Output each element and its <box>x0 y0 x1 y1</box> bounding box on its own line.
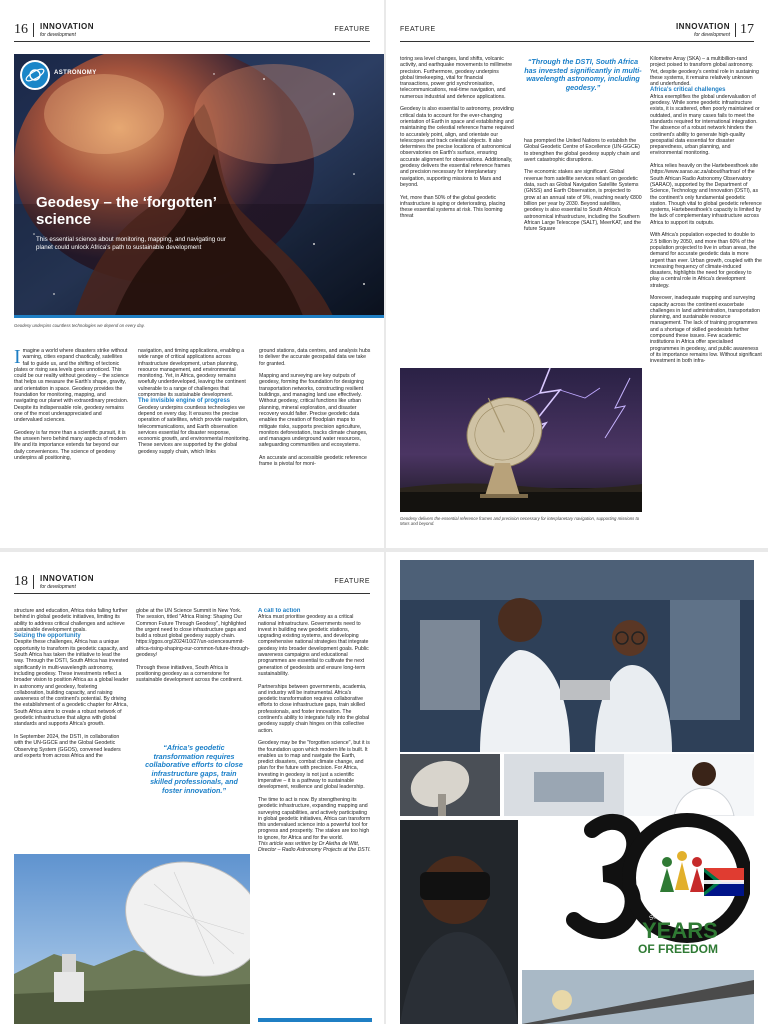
article-column-3: Kilometre Array (SKA) – a multibillion-rand project poised to transform global astronomy. Yet, despite geodesy's central role in sustaining these systems, it remains relatively unknown and underfunded. Africa's critical challenges Africa exemplifies the global undervaluation of geodesy. While some geodetic infrastructure exists, it is scattered, often poorly maintained or outdated, and in many cases fails to meet the standards required for international integration. The absence of a robust network hinders the continent's ability to generate high-quality geospatial data essential for disaster preparedness, urban planning, and environmental monitoring. Africa relies heavily on the Hartebeesthoek site (https://www.sarao.ac.za/about/hartrao/ of the South African Radio Astronomy Observatory (SARAO), supported by the Department of Science, Technology and Innovation (DSTI), as the continent's only fundamental geodetic station. Though vital to global geodetic reference systems, Hartebeesthoek's capacity is limited by the lack of complementary infrastructure across Africa to support its outputs. With Africa's population expected to double to 2.5 billion by 2050, and more than 60% of the population projected to live in urban areas, the demand for accurate geodetic data is more urgent than ever. Urban growth, coupled with the increasing frequency of climate-induced disasters, highlights the need for geodesy to play a central role in Africa's development strategy. Moreover, inadequate mapping and surveying capacity across the continent exacerbate challenges in land administration, transportation planning, and sustainable resource management. The lack of training programmes and a shortage of skilled geodesists further compound these issues. Few academic institutions in Africa offer specialised programmes in geodesy, and public awareness of its importance remains low. Without significant investment in both infra- <box>650 56 762 365</box>
article-column-2: navigation, and timing applications, enabling a wide range of critical applications across infrastructure development, urban planning, resource management, and environmental monitoring. Yet, in Africa, geodesy remains woefully underdeveloped, leaving the continent vulnerable to a range of challenges that compromise its sustainable development. The invisible engine of progress Geodesy underpins countless technologies we depend on every day. It ensures the precise operation of satellites, which provide navigation, telecommunications, and Earth observation services essential for disaster response, economic growth, and environmental monitoring. These services are supported by the global geodesy supply chain, which links <box>138 348 250 455</box>
page-header <box>14 574 370 594</box>
author-byline: This article was written by Dr Aletha de Witt, Director – Radio Astronomy Projects at the DSTI. <box>258 840 371 854</box>
astronomy-icon <box>20 60 50 90</box>
brand-logo: INNOVATION for development <box>40 22 95 38</box>
article-column-1: toring sea level changes, land shifts, volcanic activity, and earthquake movements to millimetre precision. Furthermore, geodesy underpins global timekeeping, vital for financial transactions, power grid synchronisation, telecommunications, real-time navigation, and numerous industrial and defence applications. Geodesy is also essential to astronomy, providing critical data to account for the ever-changing orientation of Earth in space and establishing and maintaining the celestial reference frame required to accurately point, align, and orientate our telescopes and track celestial objects. It also determines the precise locations of astronomical observatories on Earth's surface, ensuring accurate alignment for observations. Additionally, geodesy delivers the essential reference frames and precision necessary for interplanetary navigation, supporting missions to Mars and beyond. Yet, more than 50% of the global geodetic infrastructure is aging or deteriorating, placing these essential systems at risk. This looming threat <box>400 56 514 220</box>
article-column-2: has prompted the United Nations to establish the Global Geodetic Centre of Excellence (UN-GGCE) to strengthen the global geodesy supply chain and avert catastrophic disruptions. The economic stakes are significant. Global revenue from satellite services reliant on geodetic data, such as Global Navigation Satellite Systems (GNSS) and Earth Observation, is projected to grow at an annual rate of 9%, reaching nearly €800 billion per year by 2030. Beyond satellites, geodesy is also essential to South Africa's astronomical infrastructure, including the Southern African Large Telescope (SALT), MeerKAT, and the future Square <box>524 138 642 233</box>
page-header <box>400 22 754 42</box>
page-number: 18 <box>14 574 28 589</box>
page-18 <box>0 552 384 1024</box>
page-number: 16 <box>14 22 28 37</box>
section-heading-critical-challenges: Africa's critical challenges <box>650 87 726 94</box>
brand-logo: INNOVATION for development <box>40 574 95 590</box>
vr-illustration <box>400 820 518 1024</box>
pull-quote: “Through the DSTI, South Africa has invested significantly in multi-wavelength astronomy, including geodesy.” <box>524 57 642 92</box>
dish-antenna-illustration <box>14 854 250 1024</box>
conveyor-illustration <box>522 970 754 1024</box>
article-column-2: globe at the UN Science Summit in New York. The session, titled "Africa Rising: Shaping Our Common Future Through Geodesy", highlighted the urgent need to close infrastructure gaps and build a robust global geodesy supply chain. https://ggos.org/2024/10/27/un-sciencesummit-africa-rising-shaping-our-common-future-through-geodesy/ Through these initiatives, South Africa is positioning geodesy as a cornerstone for sustainable development across the continent. <box>136 608 250 684</box>
logo-freedom-text: OF FREEDOM <box>638 942 718 956</box>
section-label: FEATURE <box>334 578 370 585</box>
lab-illustration <box>400 560 754 752</box>
vr-headset-photo <box>400 820 518 1024</box>
hero-title: Geodesy – the ‘forgotten’ science <box>36 194 217 228</box>
brand-logo: INNOVATION for development <box>675 22 730 38</box>
page-header <box>14 22 370 42</box>
page-17 <box>386 0 768 548</box>
sa-flag-icon <box>704 868 744 896</box>
article-column-1: Imagine a world where disasters strike without warning, cities expand chaotically, satellites fail to guide us, and the shifting of tectonic plates or rising sea levels goes unnoticed. This could be our reality without geodesy – the science that helps us measure the Earth's shape, gravity, and orientation in space. Geodesy provides the foundation for monitoring, mapping, and navigating our planet with extraordinary precision. Despite its indispensable role, geodesy remains one of the most underappreciated and undervalued sciences. Geodesy is far more than a scientific pursuit, it is the unseen hero behind many aspects of modern life and its importance extends far beyond our daily conveniences. The science of geodesy underpins all positioning, <box>14 348 129 462</box>
article-column-3: A call to action Africa must prioritise geodesy as a critical national infrastructure. Governments need to invest in building new geodetic stations, upgrading existing systems, and developing comprehensive national strategies that integrate geodesy into broader development goals. Public awareness campaigns and educational programmes are essential to cultivate the next generation of geodesists and ensure long-term sustainability. Partnerships between governments, academia, and industry will be instrumental. Africa's geodetic transformation requires collaborative efforts to close infrastructure gaps, train skilled professionals, and foster innovation. The continent's ability to integrate fully into the global geodesy supply chain hinges on this collective action. Geodesy may be the "forgotten science", but it is the foundation upon which modern life is built. It enables us to map and navigate the Earth, predict disasters, combat climate change, and plan for the future with precision. For Africa, investing in geodesy is not just a scientific imperative – it is a pathway to sustainable development, resilience and global leadership. The time to act is now. By strengthening its geodetic infrastructure, expanding mapping and surveying capabilities, and actively participating in global geodetic initiatives, Africa can transform this undervalued science into a powerful tool for progress and prosperity. The stakes are too high to ignore, for Africa and for the world. This article was written by Dr Aletha de Witt, Director – Radio Astronomy Projects at the DSTI. <box>258 608 371 854</box>
small-dish-photo <box>400 754 500 816</box>
hero-subtitle: This essential science about monitoring, mapping, and navigating our planet could unlock Africa’s path to sustainable development <box>36 236 226 251</box>
header-divider <box>33 575 34 589</box>
hero-caption: Geodesy underpins countless technologies we depend on every day. <box>14 323 145 328</box>
header-divider <box>735 23 736 37</box>
hero-accent-bar <box>14 315 384 318</box>
section-heading-call-to-action: A call to action <box>258 608 301 614</box>
radio-telescope-image <box>400 368 642 512</box>
footer-accent-bar <box>258 1018 372 1022</box>
thirty-years-freedom-logo <box>532 800 750 960</box>
telescope-caption: Geodesy delivers the essential reference frames and precision necessary for interplanetary navigation, supporting missions to Mars and beyond. <box>400 516 640 527</box>
section-label: FEATURE <box>400 26 436 33</box>
logo-arc-text: South Africa 1994 - 2024 <box>648 895 714 923</box>
page-19 <box>386 552 768 1024</box>
planet-ring-icon <box>22 62 48 88</box>
page-16 <box>0 0 384 548</box>
nebula-hero-image <box>14 54 384 318</box>
section-heading-seizing-opportunity: Seizing the opportunity <box>14 633 81 640</box>
industrial-conveyor-photo <box>522 970 754 1024</box>
people-figures-icon <box>660 851 704 892</box>
pull-quote: “Africa’s geodetic transformation requires collaborative efforts to close infrastructure gaps, train skilled professionals, and foster innovation.” <box>145 743 243 795</box>
nebula-illustration <box>14 54 384 318</box>
scientists-lab-photo <box>400 560 754 752</box>
article-column-1: structure and education, Africa risks falling further behind in global geodetic initiatives, limiting its ability to address critical challenges and achieve sustainable development goals. Seizing the opportunity Despite these challenges, Africa has a unique opportunity to transform its geodetic capacity, and South Africa has taken the initiative to lead the way. Through the DSTI, South Africa has invested significantly in multi-wavelength astronomy, including geodesy. These investments reflect a broader vision to position Africa as a global leader in astronomy and geodesy, fostering collaboration, building capacity, and raising awareness of the continent's potential. By driving the establishment of a geodetic chapter for Africa, South Africa aims to create a robust network of geodetic infrastructure that aligns with global standards and supports Africa's growth. In September 2024, the DSTI, in collaboration with the UN-GGCE and the Global Geodetic Observing System (GGOS), convened leaders and experts from across Africa and the <box>14 608 129 759</box>
logo-years-text: YEARS <box>642 918 718 943</box>
article-column-3: ground stations, data centres, and analysis hubs to deliver the accurate geospatial data we take for granted. Mapping and surveying are key outputs of geodesy, forming the foundation for designing transportation networks, constructing resilient buildings, and managing land use effectively. Without geodesy, critical functions like urban planning, mineral exploration, and disaster recovery would falter. Precise geodetic data enables the creation of floodplain maps to mitigate risks, supports precision agriculture, monitors deforestation, tracks climate changes, and manages underground water resources, safeguarding communities and ecosystems. An accurate and accessible geodetic reference frame is pivotal for moni- <box>259 348 371 468</box>
page-number: 17 <box>740 22 754 37</box>
section-heading-invisible-engine: The invisible engine of progress <box>138 398 231 405</box>
telescope-lightning-illustration <box>400 368 642 512</box>
dish-thumbnail <box>400 754 500 816</box>
header-divider <box>33 23 34 37</box>
category-label: ASTRONOMY <box>54 70 97 76</box>
drop-cap: I <box>14 348 21 368</box>
section-label: FEATURE <box>334 26 370 33</box>
satellite-dish-image <box>14 854 250 1024</box>
